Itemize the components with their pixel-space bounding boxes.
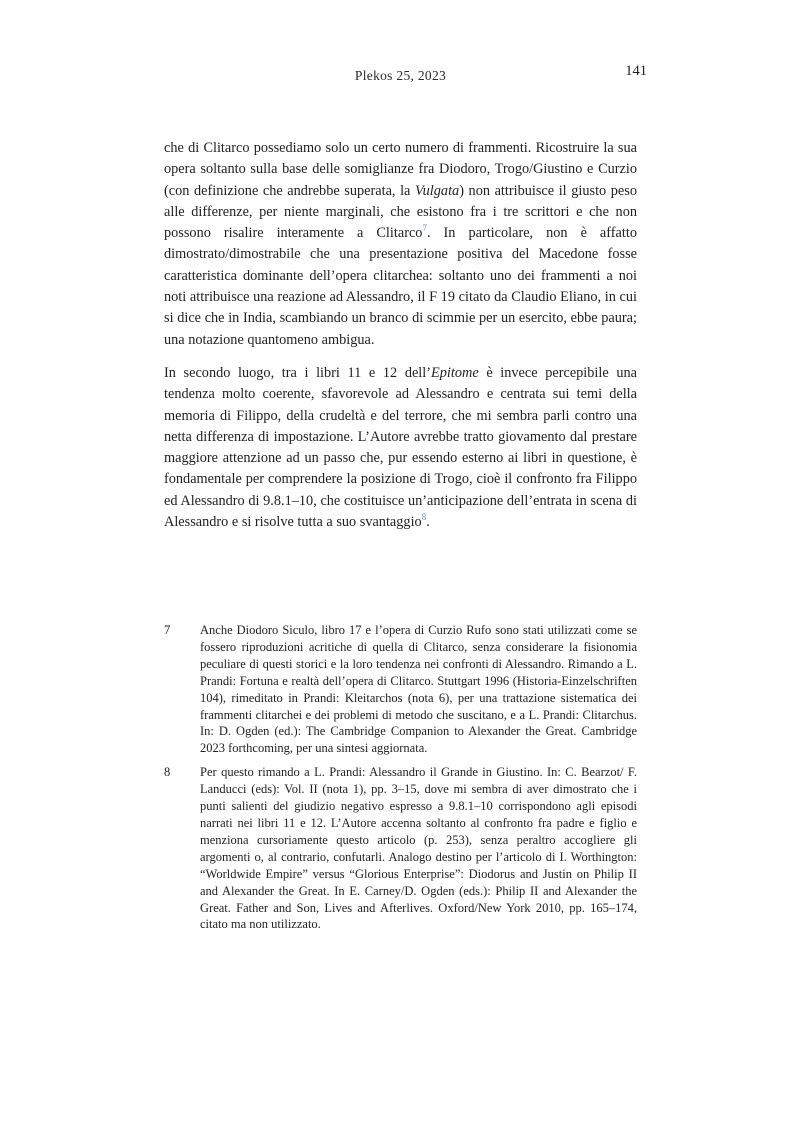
paragraph-2-text: In secondo luogo, tra i libri 11 e 12 dell’ [164,364,432,381]
page-number: 141 [625,63,647,79]
paragraph-1 [164,138,637,351]
footnote-8 [164,764,637,933]
footnote-ref-8[interactable]: 8 [421,512,427,523]
italic-term-vulgata: Vulgata [414,182,460,199]
journal-title: Plekos 25, 2023 [354,68,447,83]
paragraph-2-text: . [426,514,430,531]
paragraph-1-text: ) non attribuisce il giusto peso alle differenze, per niente marginali, che esistono fra i tre scrittori e che non possono risalire interamente a Clitarco [164,182,637,242]
paragraph-1-text: . In particolare, non è affatto dimostrato/dimostrabile che una presentazione positiva del Macedone fosse caratteristica dominante dell’opera clitarchea: soltanto uno dei frammenti a noi noti attribuisce una reazione ad Alessandro, il F 19 citato da Claudio Eliano, in cui si dice che in India, scambiando un branco di scimmie per un esercito, ebbe paura; una notazione quantomeno ambigua. [164,225,637,348]
italic-term-epitome: Epitome [431,364,479,381]
footnote-7-text: Anche Diodoro Siculo, libro 17 e l’opera di Curzio Rufo sono stati utilizzati come se fossero riproduzioni acritiche di quella di Clitarco, senza considerare la fisionomia peculiare di questi storici e la loro tendenza nei confronti di Alessandro. Rimando a L. Prandi: Fortuna e realtà dell’opera di Clitarco. Stuttgart 1996 (Historia-Einzelschriften 104), rimeditato in Prandi: Kleitarchos (nota 6), per una trattazione sistematica dei frammenti clitarchei e dei problemi di metodo che suscitano, e a L. Prandi: Clitarchus. In: D. Ogden (ed.): The Cambridge Companion to Alexander the Great. Cambridge 2023 forthcoming, per una sintesi aggiornata. [200,623,637,756]
paragraph-2-text: è invece percepibile una tendenza molto coerente, sfavorevole ad Alessandro e centrata sui temi della memoria di Filippo, della crudeltà e del terrore, che mi sembra parli contro una netta differenza di impostazione. L’Autore avrebbe tratto giovamento dal prestare maggiore attenzione ad un passo che, pur essendo esterno ai libri in questione, è fondamentale per comprendere la posizione di Trogo, cioè il confronto fra Filippo ed Alessandro di 9.8.1–10, che costituisce un’anticipazione dell’entrata in scena di Alessandro e si risolve tutta a suo svantaggio [164,364,637,531]
paragraph-2 [164,363,637,533]
running-head [164,63,647,84]
footnote-7 [164,622,637,757]
footnote-ref-7[interactable]: 7 [422,223,427,234]
main-text [164,138,637,533]
paragraph-1-text: che di Clitarco possediamo solo un certo numero di frammenti. Ricostruire la sua opera soltanto sulla base delle somiglianze fra Diodoro, Trogo/Giustino e Curzio (con definizione che andrebbe superata, la [164,140,637,199]
footnote-8-number: 8 [164,765,171,780]
footnotes-section [164,622,637,940]
footnote-8-text: Per questo rimando a L. Prandi: Alessandro il Grande in Giustino. In: C. Bearzot/ F. Landucci (eds): Vol. II (nota 1), pp. 3–15, dove mi sembra di aver dimostrato che i punti salienti del giudizio negativo espresso a 9.8.1–10 corrispondono agli episodi narrati nei libri 11 e 12. L’Autore accenna soltanto al confronto fra padre e figlio e menziona cursoriamente questo articolo (p. 253), senza peraltro accogliere gli argomenti o, al contrario, confutarli. Analogo destino per l’articolo di I. Worthington: “Worldwide Empire” versus “Glorious Enterprise”: Diodorus and Justin on Philip II and Alexander the Great. In E. Carney/D. Ogden (eds.): Philip II and Alexander the Great. Father and Son, Lives and Afterlives. Oxford/New York 2010, pp. 165–174, citato ma non utilizzato. [200,765,637,932]
footnote-7-number: 7 [164,623,171,637]
